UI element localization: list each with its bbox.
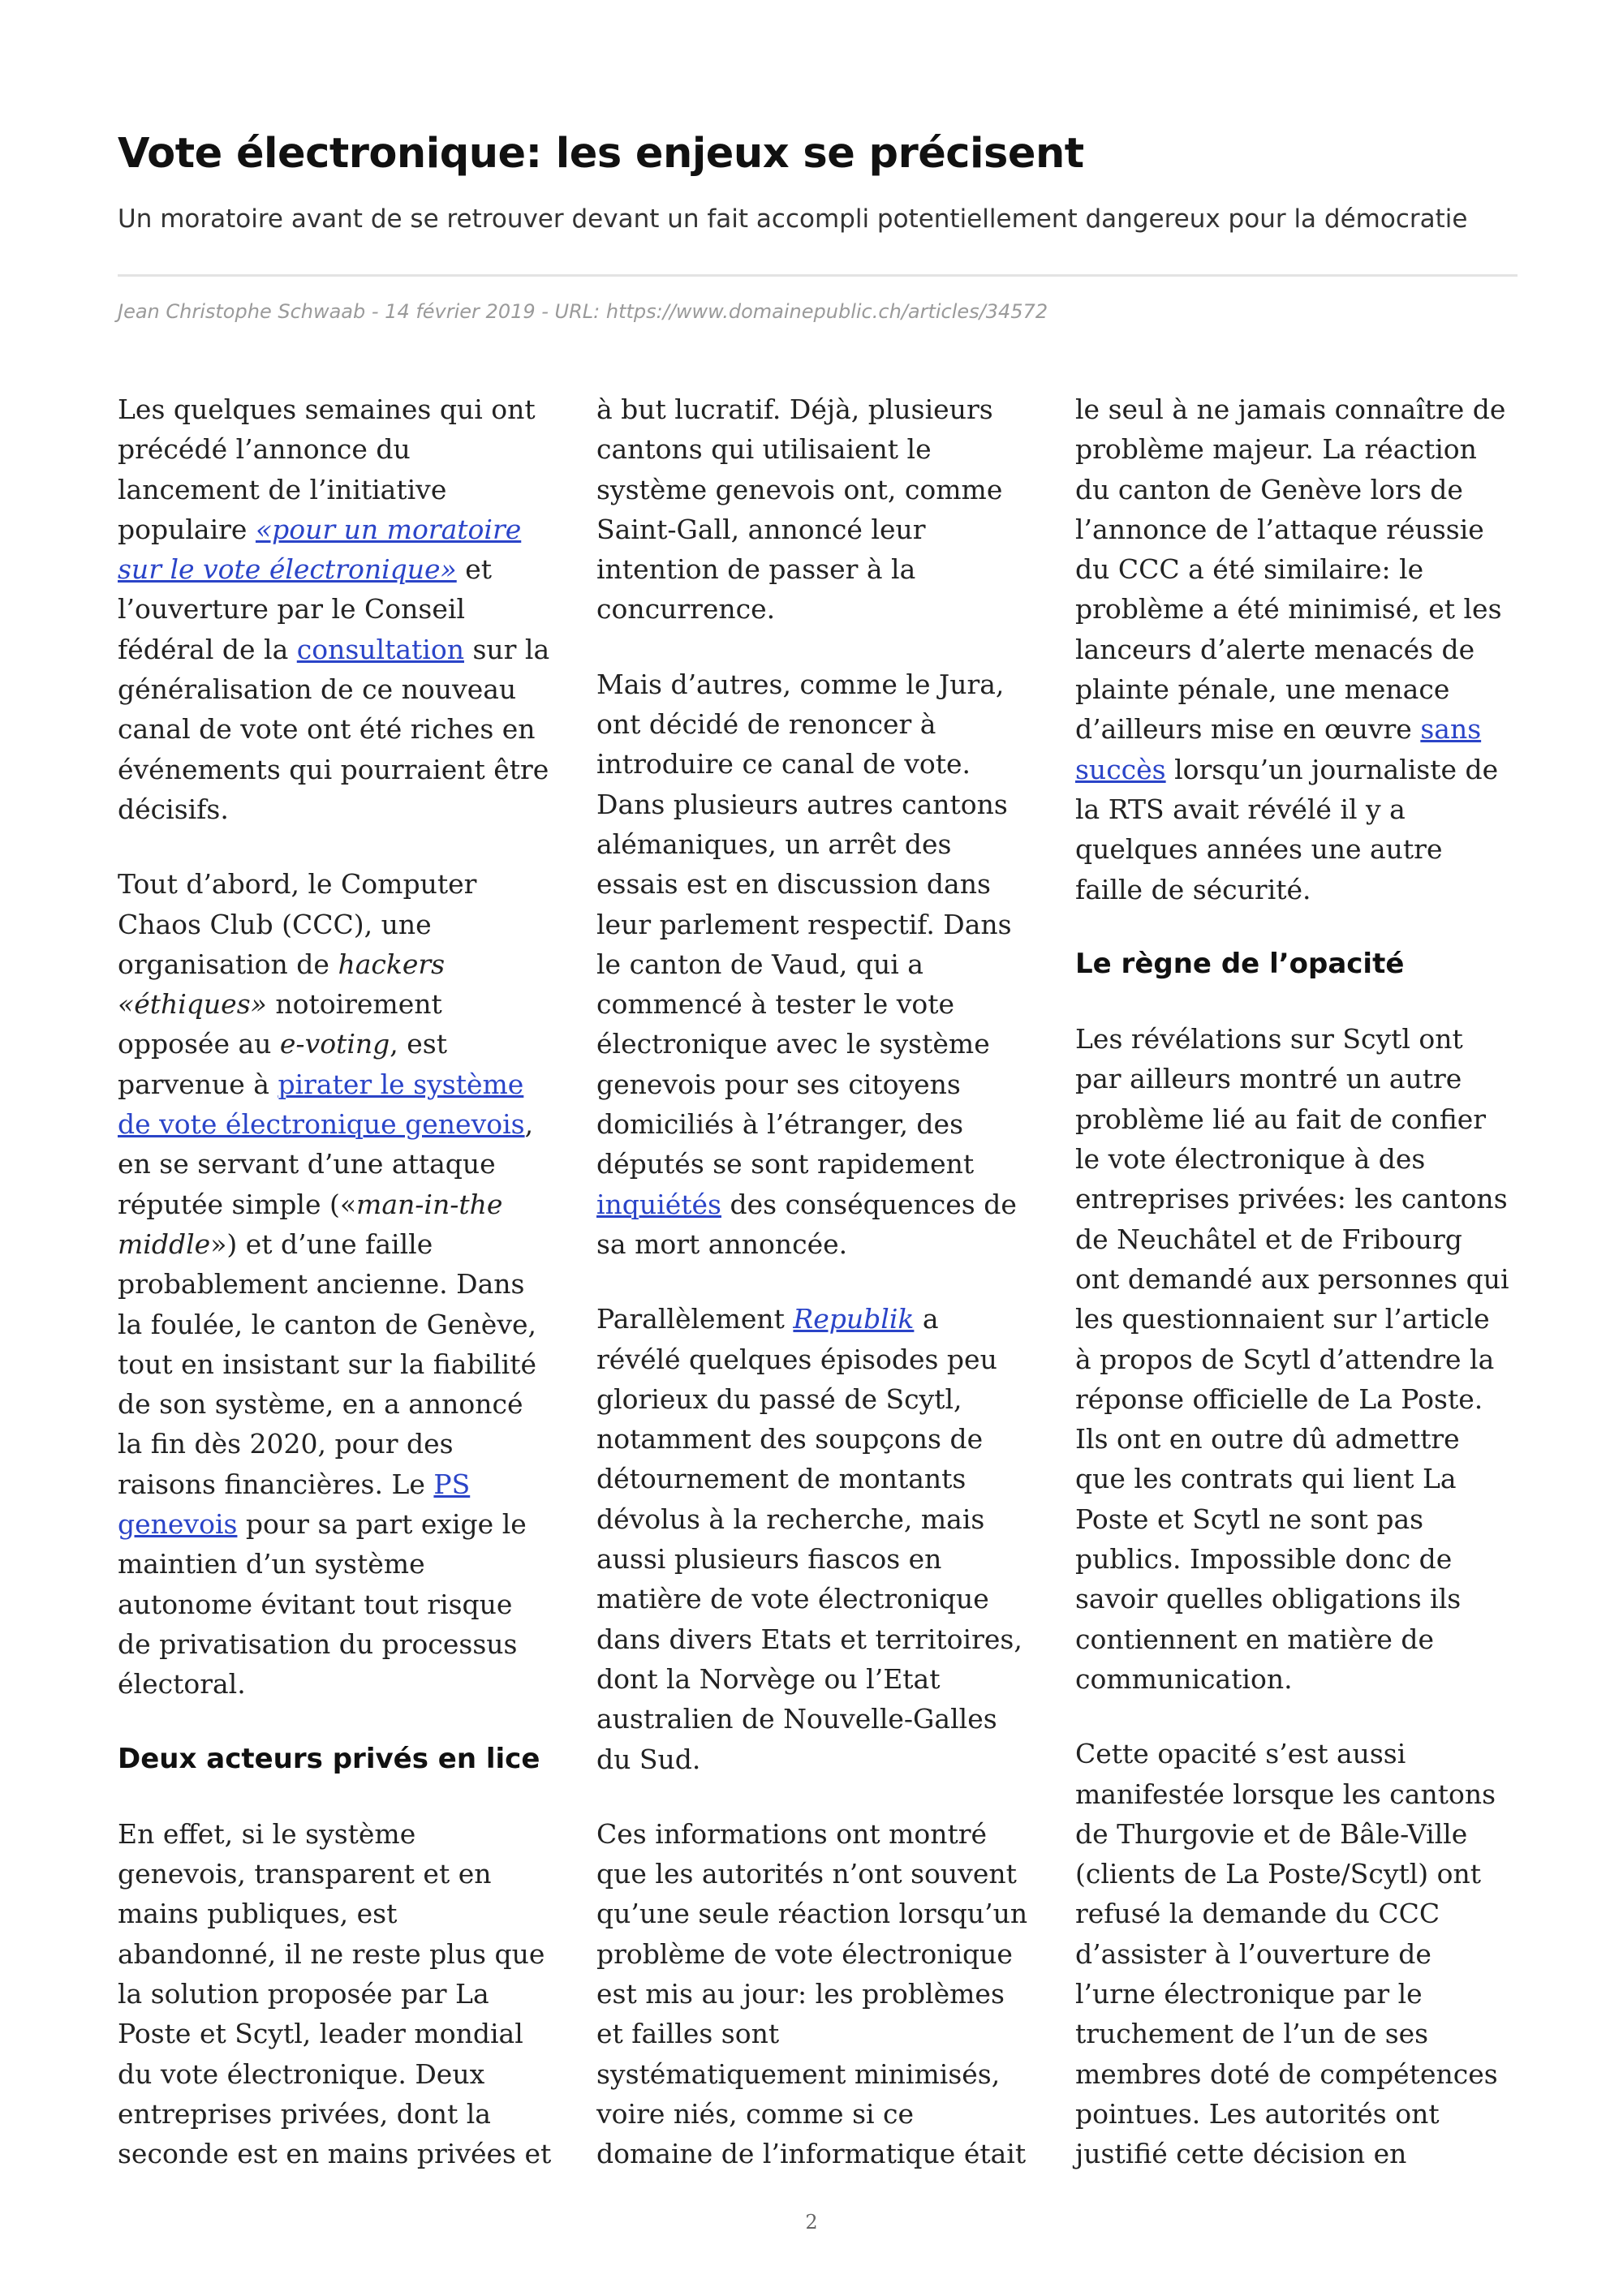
text-line: [1075, 1499, 1522, 1539]
text-run: du CCC a été similaire: le: [1075, 553, 1424, 586]
text-line: [596, 905, 1043, 944]
text-run: et failles sont: [596, 2018, 780, 2050]
text-run: révélé quelques épisodes peu: [596, 1343, 997, 1375]
text-run: Les révélations sur Scytl ont: [1075, 1023, 1463, 1056]
text-run: a: [914, 1303, 939, 1335]
text-run: , est: [390, 1028, 447, 1060]
text-run: de son système, en a annoncé: [118, 1388, 523, 1421]
text-run: contiennent en matière de: [1075, 1623, 1435, 1655]
text-run: refusé la demande du CCC: [1075, 1898, 1440, 1930]
text-line: [118, 389, 564, 429]
text-line: [118, 1344, 564, 1384]
text-run: le vote électronique à des: [1075, 1143, 1426, 1176]
text-run: les questionnaient sur l’article: [1075, 1303, 1490, 1335]
text-line: [596, 2134, 1043, 2173]
text-line: [596, 510, 1043, 549]
text-line: [596, 1659, 1043, 1699]
text-run: Poste et Scytl ne sont pas: [1075, 1503, 1424, 1535]
text-run: abandonné, il ne reste plus que: [118, 1937, 545, 1970]
text-line: [1075, 389, 1522, 429]
text-line: [596, 1579, 1043, 1619]
text-line: [1075, 1659, 1522, 1699]
text-line: [596, 389, 1043, 429]
paragraph: [118, 864, 564, 1704]
text-line: [118, 1464, 564, 1504]
text-run: problème de vote électronique: [596, 1937, 1013, 1970]
text-run: que les autorités n’ont souvent: [596, 1858, 1017, 1890]
text-run: dont la Norvège ou l’Etat: [596, 1662, 941, 1695]
text-line: [1075, 1579, 1522, 1619]
text-line: [1075, 549, 1522, 589]
inline-link[interactable]: inquiétés: [596, 1188, 721, 1220]
text-line: [1075, 870, 1522, 909]
text-run: Poste et Scytl, leader mondial: [118, 2018, 523, 2050]
text-line: [118, 2014, 564, 2053]
text-run: domiciliés à l’étranger, des: [596, 1108, 964, 1141]
text-line: [118, 549, 564, 589]
text-run: genevois, transparent et en: [118, 1858, 492, 1890]
text-line: [1075, 1099, 1522, 1139]
text-line: [1075, 1814, 1522, 1854]
text-run: leur parlement respectif. Dans: [596, 908, 1012, 940]
text-line: [118, 1544, 564, 1584]
text-run: quelques années une autre: [1075, 833, 1443, 866]
emphasis-text: e-voting: [279, 1028, 390, 1060]
text-run: domaine de l’informatique était: [596, 2138, 1027, 2170]
text-line: [118, 1305, 564, 1344]
text-line: [596, 1974, 1043, 2014]
text-line: [118, 589, 564, 629]
text-line: [1075, 1019, 1522, 1059]
text-line: [118, 1264, 564, 1304]
text-line: [596, 1459, 1043, 1498]
text-run: maintien d’un système: [118, 1548, 425, 1580]
text-line: [118, 789, 564, 829]
text-line: [596, 1224, 1043, 1264]
text-line: [1075, 789, 1522, 829]
text-run: En effet, si le système: [118, 1817, 416, 1850]
paragraph: [596, 389, 1043, 630]
text-line: [1075, 709, 1522, 749]
text-line: [118, 630, 564, 669]
text-line: [118, 429, 564, 469]
text-line: [118, 1974, 564, 2014]
text-line: [118, 2134, 564, 2173]
text-run: le canton de Vaud, qui a: [596, 948, 923, 980]
text-run: voire niés, comme si ce: [596, 2097, 915, 2130]
text-run: (clients de La Poste/Scytl) ont: [1075, 1858, 1482, 1890]
text-line: [1075, 1379, 1522, 1419]
text-run: de Thurgovie et de Bâle-Ville: [1075, 1817, 1468, 1850]
text-run: aussi plusieurs fiascos en: [596, 1543, 942, 1576]
text-run: entreprises privées: les cantons: [1075, 1183, 1508, 1215]
article-title: Vote électronique: les enjeux se précisent: [118, 130, 1084, 178]
text-run: notamment des soupçons de: [596, 1423, 984, 1455]
text-line: [596, 1185, 1043, 1224]
text-line: [596, 589, 1043, 629]
article-subtitle: Un moratoire avant de se retrouver devant un fait accompli potentiellement dangereux pour la démocratie: [118, 204, 1468, 234]
text-run: Parallèlement: [596, 1303, 794, 1335]
text-run: Les quelques semaines qui ont: [118, 393, 536, 425]
text-line: [1075, 2054, 1522, 2094]
inline-link[interactable]: sans: [1420, 713, 1482, 746]
text-run: tout en insistant sur la fiabilité: [118, 1348, 537, 1380]
text-run: événements qui pourraient être: [118, 753, 549, 785]
text-run: d’ailleurs mise en œuvre: [1075, 713, 1421, 746]
inline-link[interactable]: de vote électronique genevois: [118, 1108, 525, 1141]
text-run: dévolus à la recherche, mais: [596, 1503, 985, 1535]
text-line: [1075, 1734, 1522, 1774]
text-run: pour sa part exige le: [237, 1508, 527, 1541]
text-run: notoirement: [266, 988, 442, 1021]
text-line: [1075, 589, 1522, 629]
text-line: [596, 1299, 1043, 1339]
text-run: glorieux du passé de Scytl,: [596, 1382, 962, 1415]
text-run: Ces informations ont montré: [596, 1817, 988, 1850]
paragraph: [596, 1814, 1043, 2174]
text-run: la fin dès 2020, pour des: [118, 1428, 454, 1460]
text-line: [596, 1144, 1043, 1184]
text-run: système genevois ont, comme: [596, 473, 1003, 505]
text-line: [118, 944, 564, 984]
text-run: truchement de l’un de ses: [1075, 2018, 1429, 2050]
text-line: [596, 1739, 1043, 1779]
text-run: systématiquement minimisés,: [596, 2057, 1001, 2090]
text-line: [596, 2014, 1043, 2053]
text-run: manifestée lorsque les cantons: [1075, 1778, 1496, 1810]
text-line: [1075, 429, 1522, 469]
text-line: [596, 1419, 1043, 1459]
text-line: [1075, 2094, 1522, 2134]
text-line: [1075, 2014, 1522, 2053]
article-meta: Jean Christophe Schwaab - 14 février 2019 - URL: https://www.domainepublic.ch/articles/34572: [118, 300, 1048, 323]
text-line: [596, 549, 1043, 589]
text-line: [596, 1339, 1043, 1379]
text-run: communication.: [1075, 1662, 1293, 1695]
text-line: [118, 1424, 564, 1464]
paragraph: [118, 1814, 564, 2174]
text-run: membres doté de compétences: [1075, 2057, 1498, 2090]
page-number: 2: [805, 2211, 818, 2234]
text-run: pointues. Les autorités ont: [1075, 2097, 1440, 2130]
text-line: [1075, 1339, 1522, 1379]
text-line: [118, 984, 564, 1024]
inline-link[interactable]: sur le vote électronique»: [118, 553, 457, 586]
text-run: problème lié au fait de confier: [1075, 1103, 1487, 1135]
text-run: Mais d’autres, comme le Jura,: [596, 668, 1005, 700]
text-line: [596, 944, 1043, 984]
text-run: faille de sécurité.: [1075, 873, 1311, 905]
text-line: [118, 1504, 564, 1544]
text-line: [1075, 1934, 1522, 1974]
text-line: [1075, 1459, 1522, 1498]
text-line: [596, 984, 1043, 1024]
text-run: fédéral de la: [118, 633, 297, 665]
text-run: australien de Nouvelle-Galles: [596, 1703, 997, 1735]
text-line: [118, 1624, 564, 1664]
text-run: canal de vote ont été riches en: [118, 713, 536, 746]
text-run: Tout d’abord, le Computer: [118, 868, 477, 901]
text-run: introduire ce canal de vote.: [596, 748, 971, 780]
text-run: parvenue à: [118, 1068, 278, 1100]
text-line: [596, 824, 1043, 864]
text-line: [596, 744, 1043, 784]
text-line: [118, 510, 564, 549]
text-run: et: [456, 553, 493, 586]
text-run: à propos de Scytl d’attendre la: [1075, 1343, 1495, 1375]
text-run: par ailleurs montré un autre: [1075, 1063, 1462, 1095]
text-run: détournement de montants: [596, 1463, 966, 1495]
text-run: du Sud.: [596, 1743, 701, 1775]
text-line: [118, 1854, 564, 1894]
text-line: [596, 864, 1043, 904]
text-run: l’ouverture par le Conseil: [118, 593, 466, 626]
text-line: [596, 1064, 1043, 1104]
text-run: problème majeur. La réaction: [1075, 433, 1477, 466]
text-run: précédé l’annonce du: [118, 433, 411, 466]
text-line: [596, 2094, 1043, 2134]
text-line: [118, 1384, 564, 1424]
text-line: [1075, 1219, 1522, 1259]
text-line: [596, 1894, 1043, 1933]
inline-link[interactable]: PS: [433, 1468, 471, 1500]
text-line: [118, 1664, 564, 1704]
text-line: [118, 1814, 564, 1854]
text-column-1: [118, 389, 564, 2208]
inline-link[interactable]: consultation: [296, 633, 464, 665]
text-line: [118, 1104, 564, 1144]
text-line: [1075, 1419, 1522, 1459]
text-run: des conséquences de: [721, 1188, 1017, 1220]
text-run: alémaniques, un arrêt des: [596, 828, 952, 860]
text-run: matière de vote électronique: [596, 1583, 989, 1615]
text-line: [596, 1699, 1043, 1739]
text-line: [1075, 829, 1522, 869]
header-divider: [118, 274, 1518, 277]
text-run: réputée simple («: [118, 1188, 357, 1220]
text-run: probablement ancienne. Dans: [118, 1268, 525, 1301]
text-run: plainte pénale, une menace: [1075, 673, 1450, 706]
text-column-3: [1075, 389, 1522, 2208]
text-line: [118, 1894, 564, 1933]
text-run: électoral.: [118, 1668, 246, 1701]
text-run: est mis au jour: les problèmes: [596, 1977, 1005, 2010]
text-line: [596, 1024, 1043, 1064]
text-run: Chaos Club (CCC), une: [118, 908, 432, 940]
text-run: généralisation de ce nouveau: [118, 673, 517, 706]
text-run: genevois pour ses citoyens: [596, 1068, 961, 1100]
text-run: organisation de: [118, 948, 338, 980]
paragraph: [596, 1299, 1043, 1779]
inline-link[interactable]: succès: [1075, 753, 1166, 785]
text-line: [1075, 1854, 1522, 1894]
text-line: [596, 1104, 1043, 1144]
text-run: d’assister à l’ouverture de: [1075, 1937, 1431, 1970]
text-run: députés se sont rapidement: [596, 1148, 975, 1180]
text-line: [596, 429, 1043, 469]
text-run: mains publiques, est: [118, 1898, 398, 1930]
paragraph: [1075, 389, 1522, 909]
text-line: [1075, 2134, 1522, 2173]
text-run: l’urne électronique par le: [1075, 1977, 1423, 2010]
text-line: [596, 470, 1043, 510]
text-run: Cette opacité s’est aussi: [1075, 1738, 1406, 1770]
section-heading: Le règne de l’opacité: [1075, 947, 1405, 980]
text-run: Ils ont en outre dû admettre: [1075, 1423, 1460, 1455]
text-run: Dans plusieurs autres cantons: [596, 788, 1008, 820]
text-line: [118, 1064, 564, 1104]
text-line: [118, 1584, 564, 1624]
text-run: ») et d’une faille: [210, 1228, 433, 1260]
section-heading: Deux acteurs privés en lice: [118, 1742, 540, 1775]
text-run: lorsqu’un journaliste de: [1165, 753, 1499, 785]
text-run: publics. Impossible donc de: [1075, 1543, 1453, 1576]
emphasis-text: hackers: [338, 948, 446, 980]
paragraph: [596, 664, 1043, 1264]
text-line: [1075, 1894, 1522, 1933]
text-run: intention de passer à la: [596, 553, 916, 586]
paragraph: [1075, 1019, 1522, 1699]
text-line: [1075, 1774, 1522, 1814]
text-column-2: [596, 389, 1043, 2208]
text-line: [1075, 1259, 1522, 1299]
text-line: [118, 905, 564, 944]
text-line: [118, 669, 564, 709]
text-run: lanceurs d’alerte menacés de: [1075, 633, 1475, 665]
text-run: réponse officielle de La Poste.: [1075, 1382, 1483, 1415]
paragraph: [1075, 1734, 1522, 2173]
text-run: savoir quelles obligations ils: [1075, 1583, 1462, 1615]
text-line: [118, 470, 564, 510]
text-line: [118, 1185, 564, 1224]
text-run: la foulée, le canton de Genève,: [118, 1308, 536, 1340]
text-line: [118, 750, 564, 789]
text-run: sur la: [463, 633, 550, 665]
text-line: [1075, 1179, 1522, 1219]
text-run: ,: [524, 1108, 534, 1141]
text-run: commencé à tester le vote: [596, 988, 955, 1021]
text-line: [596, 1854, 1043, 1894]
text-run: raisons financières. Le: [118, 1468, 434, 1500]
text-run: à but lucratif. Déjà, plusieurs: [596, 393, 993, 425]
text-run: autonome évitant tout risque: [118, 1588, 513, 1620]
text-run: l’annonce de l’attaque réussie: [1075, 513, 1484, 545]
text-run: la RTS avait révélé il y a: [1075, 793, 1406, 825]
text-line: [1075, 1974, 1522, 2014]
text-line: [596, 704, 1043, 744]
text-line: [118, 864, 564, 904]
text-run: opposée au: [118, 1028, 280, 1060]
text-line: [596, 1814, 1043, 1854]
text-line: [1075, 750, 1522, 789]
text-run: cantons qui utilisaient le: [596, 433, 932, 466]
text-run: Saint-Gall, annoncé leur: [596, 513, 926, 545]
text-line: [118, 1144, 564, 1184]
text-line: [596, 1619, 1043, 1659]
text-run: en se servant d’une attaque: [118, 1148, 496, 1180]
text-run: essais est en discussion dans: [596, 868, 991, 901]
inline-link[interactable]: «pour un moratoire: [255, 513, 522, 545]
text-run: la solution proposée par La: [118, 1977, 489, 2010]
text-run: entreprises privées, dont la: [118, 2097, 491, 2130]
text-run: lancement de l’initiative: [118, 473, 447, 505]
text-run: du canton de Genève lors de: [1075, 473, 1463, 505]
text-line: [596, 1934, 1043, 1974]
text-run: de Neuchâtel et de Fribourg: [1075, 1223, 1462, 1255]
text-line: [1075, 630, 1522, 669]
text-run: qu’une seule réaction lorsqu’un: [596, 1898, 1028, 1930]
text-line: [1075, 1539, 1522, 1579]
text-line: [118, 2094, 564, 2134]
inline-link[interactable]: pirater le système: [278, 1068, 524, 1100]
emphasis-text: man-in-the: [356, 1188, 503, 1220]
text-run: ont demandé aux personnes qui: [1075, 1262, 1509, 1295]
text-line: [596, 785, 1043, 824]
text-line: [1075, 1139, 1522, 1179]
text-line: [596, 1379, 1043, 1419]
text-run: décisifs.: [118, 793, 229, 825]
text-run: populaire: [118, 513, 256, 545]
text-run: le seul à ne jamais connaître de: [1075, 393, 1506, 425]
text-line: [118, 2054, 564, 2094]
text-line: [596, 1539, 1043, 1579]
text-run: problème a été minimisé, et les: [1075, 593, 1502, 626]
text-run: concurrence.: [596, 593, 776, 626]
text-line: [118, 1024, 564, 1064]
text-line: [118, 1224, 564, 1264]
text-line: [1075, 1619, 1522, 1659]
text-run: de privatisation du processus: [118, 1627, 518, 1660]
text-run: sa mort annoncée.: [596, 1228, 848, 1260]
text-line: [1075, 470, 1522, 510]
emphasis-text: middle: [118, 1228, 211, 1260]
text-run: dans divers Etats et territoires,: [596, 1623, 1022, 1655]
text-line: [1075, 1059, 1522, 1099]
text-line: [1075, 1299, 1522, 1339]
text-line: [596, 664, 1043, 704]
text-line: [1075, 669, 1522, 709]
text-run: que les contrats qui lient La: [1075, 1463, 1457, 1495]
text-line: [1075, 510, 1522, 549]
inline-link[interactable]: genevois: [118, 1508, 238, 1541]
text-run: du vote électronique. Deux: [118, 2057, 485, 2090]
emphasis-text: «éthiques»: [118, 988, 267, 1021]
inline-link[interactable]: Republik: [793, 1303, 915, 1335]
text-run: justifié cette décision en: [1075, 2138, 1407, 2170]
text-run: ont décidé de renoncer à: [596, 708, 936, 741]
text-line: [118, 1934, 564, 1974]
text-line: [596, 2054, 1043, 2094]
text-line: [118, 709, 564, 749]
paragraph: [118, 389, 564, 829]
text-run: seconde est en mains privées et: [118, 2138, 552, 2170]
text-run: électronique avec le système: [596, 1028, 990, 1060]
text-line: [596, 1499, 1043, 1539]
